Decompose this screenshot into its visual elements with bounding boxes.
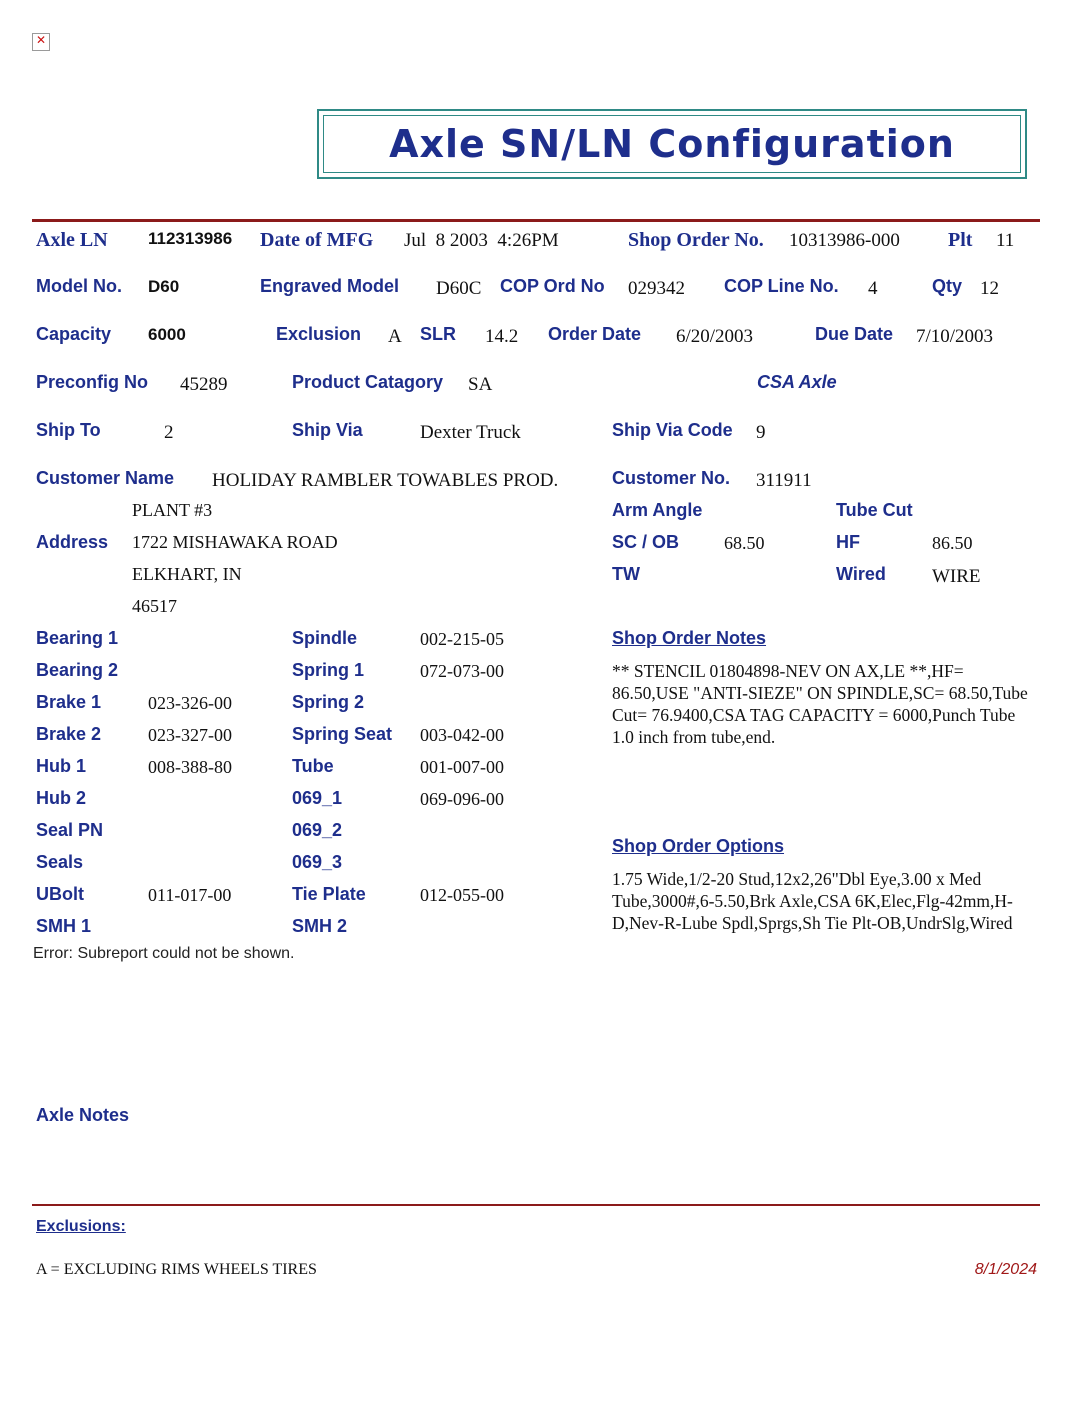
top-divider (32, 219, 1040, 222)
cop-ord-no-value: 029342 (628, 278, 685, 299)
part-label-spring-1: Spring 1 (292, 660, 365, 680)
tw-label: TW (612, 564, 640, 584)
customer-name-label: Customer Name (36, 468, 175, 488)
engraved-model-value: D60C (436, 278, 482, 299)
part-label-spring-seat: Spring Seat (292, 724, 393, 744)
part-label-bearing-2: Bearing 2 (36, 660, 119, 680)
preconfig-no-label: Preconfig No (36, 372, 149, 392)
capacity-value: 6000 (148, 325, 186, 344)
ship-via-label: Ship Via (292, 420, 363, 440)
part-label-brake-2: Brake 2 (36, 724, 102, 744)
capacity-label: Capacity (36, 324, 112, 344)
part-label-seal-pn: Seal PN (36, 820, 104, 840)
address-line-4: 46517 (132, 596, 177, 616)
part-label-spring-2: Spring 2 (292, 692, 365, 712)
part-value-spindle: 002-215-05 (420, 629, 504, 649)
part-label-tie-plate: Tie Plate (292, 884, 366, 904)
date-of-mfg-label: Date of MFG (260, 229, 374, 251)
qty-label: Qty (932, 276, 963, 296)
arm-angle-label: Arm Angle (612, 500, 703, 520)
ship-to-value: 2 (164, 422, 174, 443)
product-category-value: SA (468, 374, 493, 395)
part-label-hub-1: Hub 1 (36, 756, 87, 776)
part-label-seals: Seals (36, 852, 84, 872)
axle-ln-label: Axle LN (36, 229, 108, 251)
cop-line-no-value: 4 (868, 278, 878, 299)
part-label-spindle: Spindle (292, 628, 358, 648)
part-value-spring-seat: 003-042-00 (420, 725, 504, 745)
order-date-value: 6/20/2003 (676, 326, 754, 347)
shop-order-no-value: 10313986-000 (789, 230, 900, 251)
part-label-069-3: 069_3 (292, 852, 343, 872)
csa-axle-label: CSA Axle (757, 372, 837, 392)
part-value-tube: 001-007-00 (420, 757, 504, 777)
part-value-brake-2: 023-327-00 (148, 725, 232, 745)
axle-notes-heading: Axle Notes (36, 1105, 130, 1125)
customer-no-label: Customer No. (612, 468, 731, 488)
part-label-bearing-1: Bearing 1 (36, 628, 119, 648)
hf-value: 86.50 (932, 533, 973, 553)
model-no-value: D60 (148, 277, 180, 296)
shop-order-notes-text: ** STENCIL 01804898-NEV ON AX,LE **,HF= 86.50,USE "ANTI-SIEZE" ON SPINDLE,SC= 68.50,Tube Cut= 76.9400,CSA TAG CAPACITY = 6000,Punch Tube 1.0 inch from tube,end. (612, 661, 1028, 747)
preconfig-no-value: 45289 (180, 374, 228, 395)
exclusion-label: Exclusion (276, 324, 362, 344)
wired-value: WIRE (932, 566, 981, 587)
part-label-smh-2: SMH 2 (292, 916, 348, 936)
qty-value: 12 (980, 278, 999, 299)
part-value-brake-1: 023-326-00 (148, 693, 232, 713)
part-label-hub-2: Hub 2 (36, 788, 87, 808)
slr-label: SLR (420, 324, 456, 344)
shop-order-options-text: 1.75 Wide,1/2-20 Stud,12x2,26"Dbl Eye,3.00 x Med Tube,3000#,6-5.50,Brk Axle,CSA 6K,Elec,Flg-42mm,H-D,Nev-R-Lube Spdl,Sprgs,Sh Tie Plt-OB,UndrSlg,Wired (612, 869, 1013, 933)
part-value-tie-plate: 012-055-00 (420, 885, 504, 905)
shop-order-no-label: Shop Order No. (628, 229, 764, 251)
page-title: Axle SN/LN Configuration (389, 122, 955, 166)
ship-via-value: Dexter Truck (420, 422, 521, 443)
cop-line-no-label: COP Line No. (724, 276, 839, 296)
order-date-label: Order Date (548, 324, 642, 344)
broken-image-icon: ✕ (32, 33, 50, 51)
part-value-hub-1: 008-388-80 (148, 757, 232, 777)
part-label-tube: Tube (292, 756, 334, 776)
address-line-1: PLANT #3 (132, 500, 213, 520)
date-of-mfg-value: Jul 8 2003 4:26PM (404, 230, 559, 251)
shop-order-options-heading: Shop Order Options (612, 836, 785, 856)
customer-no-value: 311911 (756, 470, 812, 491)
part-label-brake-1: Brake 1 (36, 692, 102, 712)
due-date-label: Due Date (815, 324, 894, 344)
exclusions-heading: Exclusions: (36, 1218, 126, 1235)
print-date: 8/1/2024 (974, 1261, 1037, 1278)
address-label: Address (36, 532, 109, 552)
customer-name-value: HOLIDAY RAMBLER TOWABLES PROD. (212, 470, 559, 491)
plt-label: Plt (948, 229, 973, 251)
part-value-069-1: 069-096-00 (420, 789, 504, 809)
ship-to-label: Ship To (36, 420, 101, 440)
cop-ord-no-label: COP Ord No (500, 276, 605, 296)
part-value-ubolt: 011-017-00 (148, 885, 232, 905)
shop-order-notes-heading: Shop Order Notes (612, 628, 767, 648)
exclusions-text: A = EXCLUDING RIMS WHEELS TIRES (36, 1261, 317, 1278)
address-line-2: 1722 MISHAWAKA ROAD (132, 532, 338, 552)
sc-ob-value: 68.50 (724, 533, 765, 553)
axle-ln-value: 112313986 (148, 229, 233, 248)
model-no-label: Model No. (36, 276, 122, 296)
exclusion-value: A (388, 326, 402, 347)
part-label-069-1: 069_1 (292, 788, 343, 808)
tube-cut-label: Tube Cut (836, 500, 913, 520)
product-category-label: Product Catagory (292, 372, 444, 392)
subreport-error: Error: Subreport could not be shown. (33, 945, 295, 962)
bottom-divider (32, 1204, 1040, 1206)
sc-ob-label: SC / OB (612, 532, 680, 552)
wired-label: Wired (836, 564, 886, 584)
part-label-ubolt: UBolt (36, 884, 84, 904)
ship-via-code-label: Ship Via Code (612, 420, 733, 440)
hf-label: HF (836, 532, 860, 552)
ship-via-code-value: 9 (756, 422, 766, 443)
slr-value: 14.2 (485, 326, 519, 347)
part-value-spring-1: 072-073-00 (420, 661, 504, 681)
part-label-smh-1: SMH 1 (36, 916, 92, 936)
title-box (317, 109, 1027, 179)
plt-value: 11 (996, 230, 1015, 251)
address-line-3: ELKHART, IN (132, 564, 242, 584)
part-label-069-2: 069_2 (292, 820, 343, 840)
engraved-model-label: Engraved Model (260, 276, 400, 296)
due-date-value: 7/10/2003 (916, 326, 994, 347)
